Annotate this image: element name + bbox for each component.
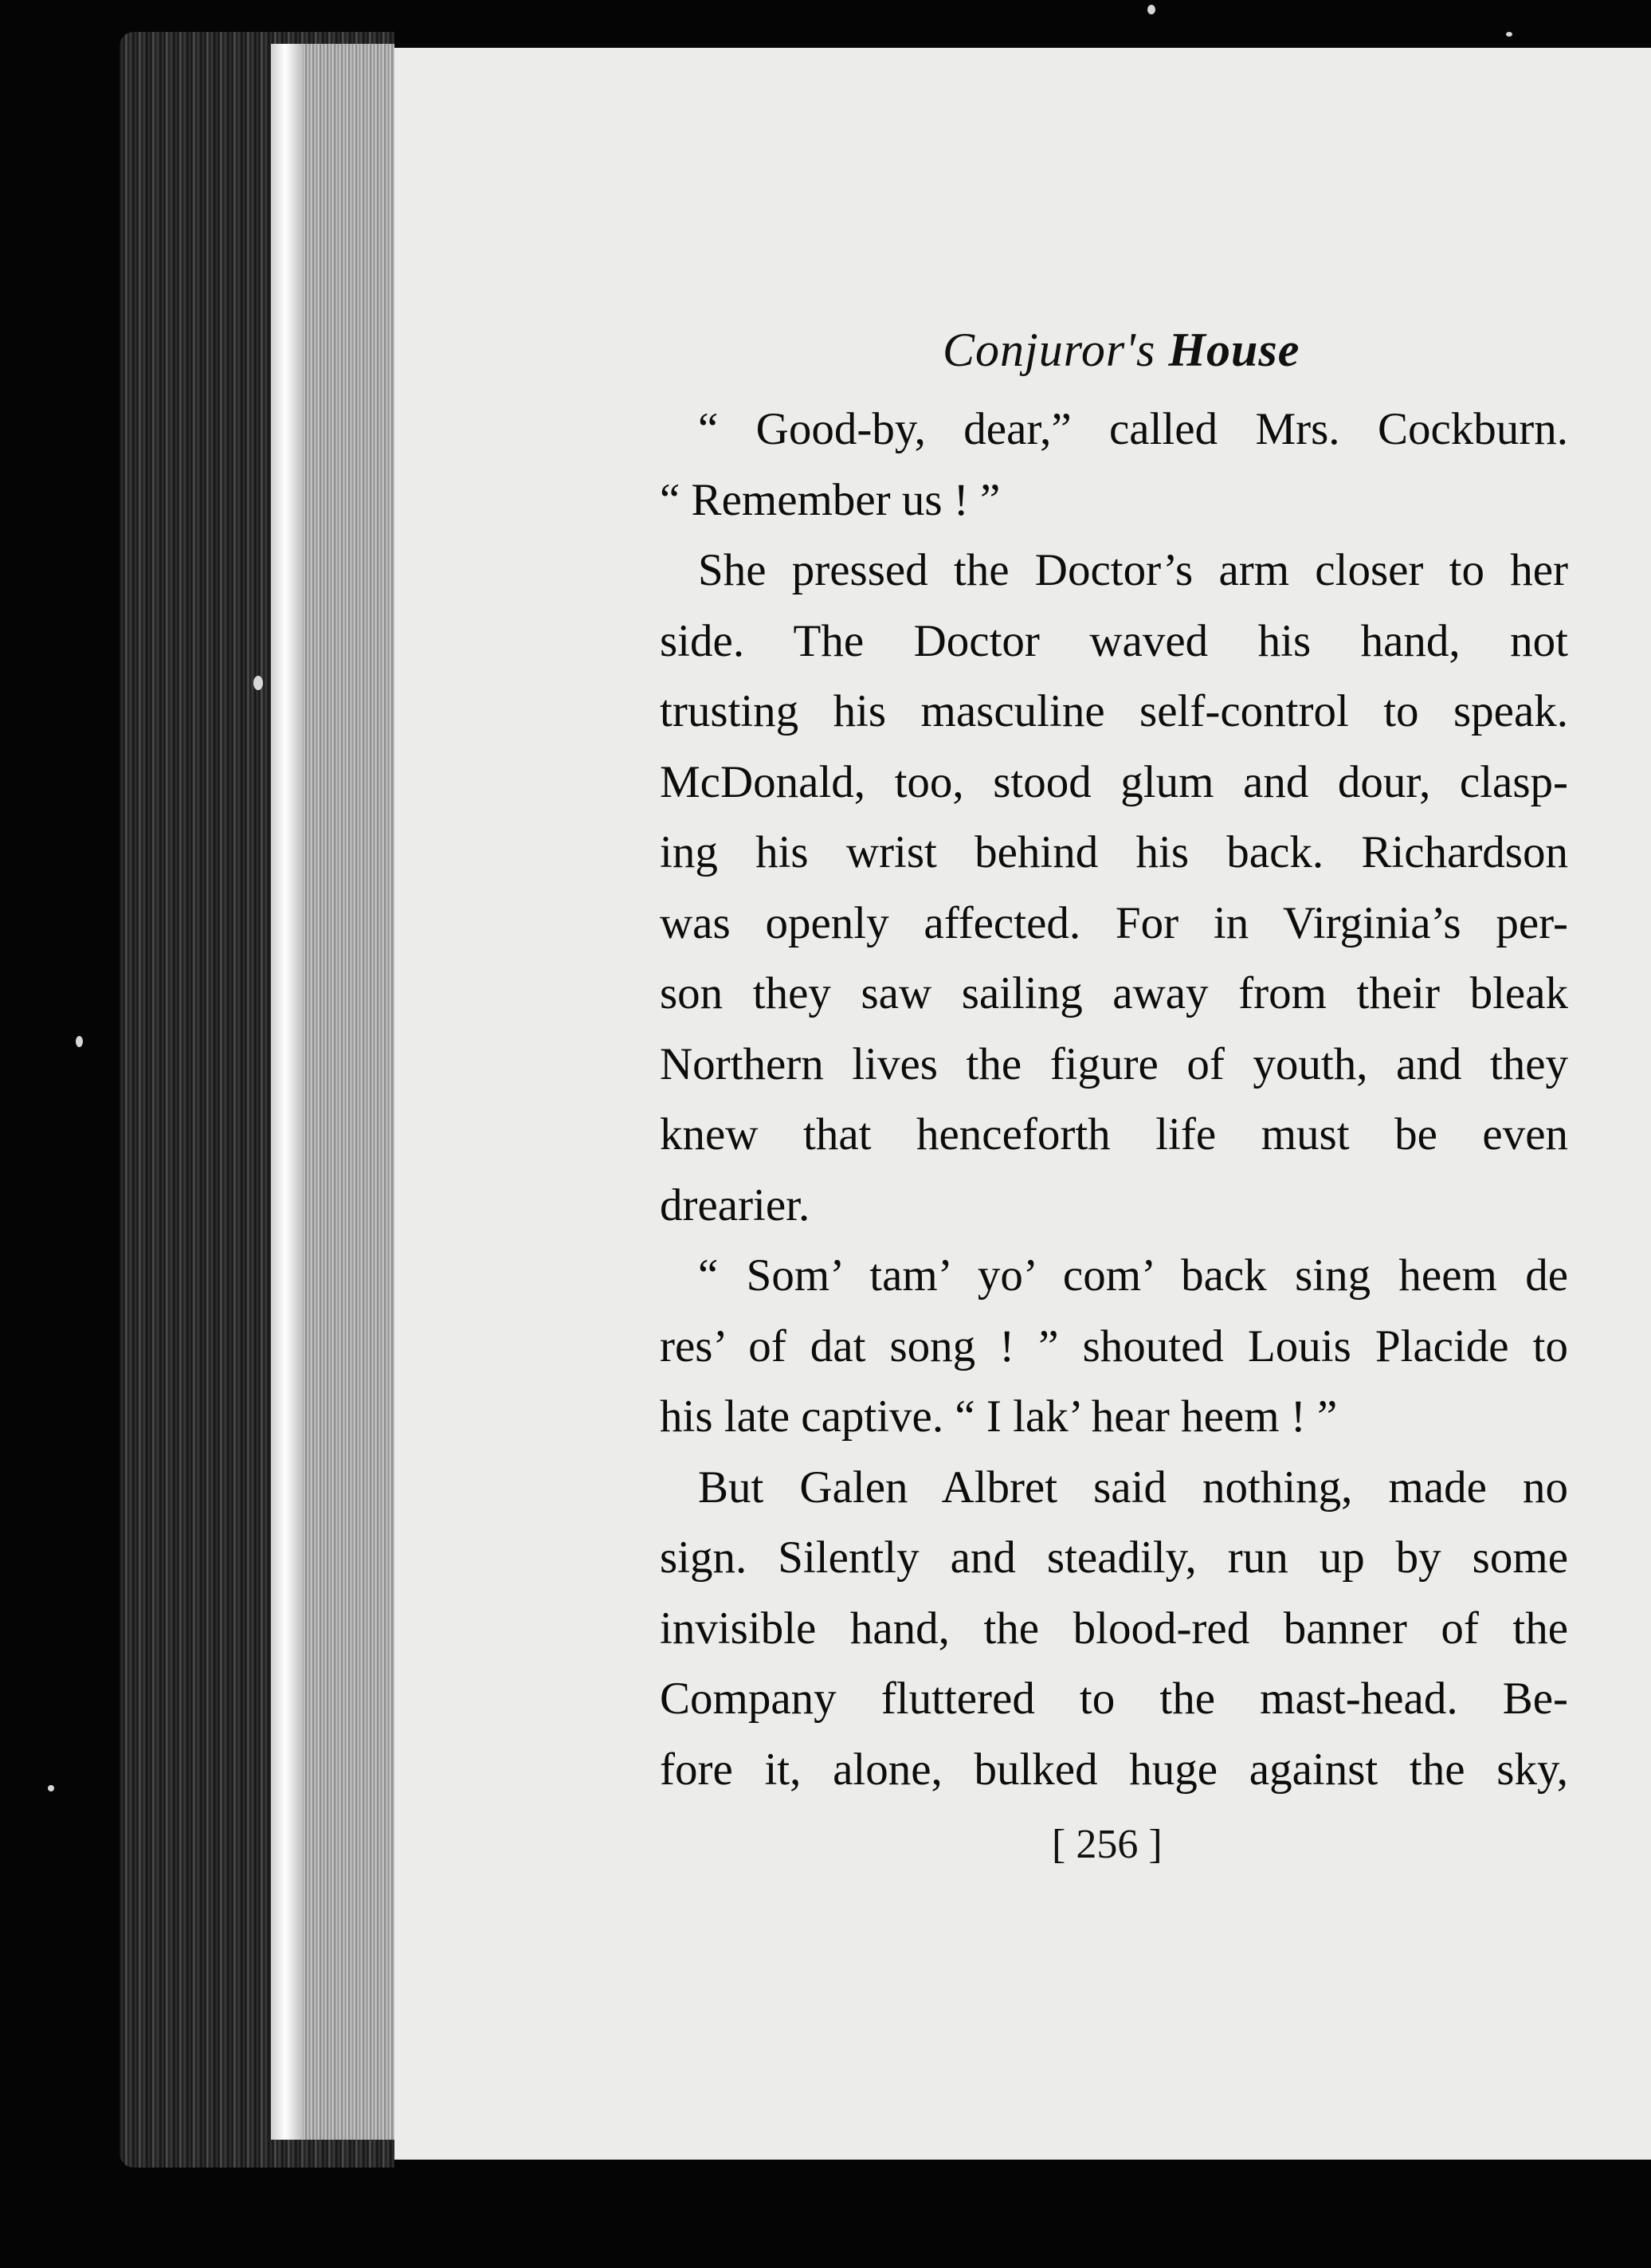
text-line: res’ of dat song ! ” shouted Louis Placide to: [660, 1320, 1568, 1371]
text-line: sign. Silently and steadily, run up by some: [660, 1532, 1568, 1583]
page-number: [ 256 ]: [1052, 1822, 1163, 1867]
text-line: McDonald, too, stood glum and dour, clasp-: [660, 756, 1568, 807]
text-line: was openly affected. For in Virginia’s per-: [660, 897, 1568, 948]
text-line: ing his wrist behind his back. Richardson: [660, 827, 1568, 877]
dust-speck: [76, 1036, 83, 1047]
dust-speck: [253, 676, 263, 690]
running-head-title: Conjuror's: [943, 324, 1156, 376]
page-edge-inner: [303, 44, 394, 2140]
text-line: “ Remember us ! ”: [660, 474, 1001, 525]
text-line: Company fluttered to the mast-head. Be-: [660, 1674, 1568, 1724]
text-line: side. The Doctor waved his hand, not: [660, 615, 1568, 666]
text-line: his late captive. “ I lak’ hear heem ! ”: [660, 1391, 1338, 1442]
text-line: “ Good-by, dear,” called Mrs. Cockburn.: [698, 404, 1568, 454]
text-line: But Galen Albret said nothing, made no: [698, 1462, 1568, 1513]
dust-speck: [1506, 32, 1512, 37]
text-line: drearier.: [660, 1179, 810, 1230]
text-line: “ Som’ tam’ yo’ com’ back sing heem de: [698, 1250, 1568, 1301]
text-line: son they saw sailing away from their bleak: [660, 968, 1568, 1018]
text-line: fore it, alone, bulked huge against the sky,: [660, 1744, 1568, 1795]
text-line: knew that henceforth life must be even: [660, 1109, 1568, 1160]
text-line: Northern lives the figure of youth, and they: [660, 1038, 1568, 1089]
text-line: invisible hand, the blood-red banner of the: [660, 1603, 1568, 1654]
dust-speck: [48, 1785, 54, 1791]
dust-speck: [1147, 5, 1155, 14]
page-edge-highlight: [271, 44, 303, 2140]
running-head-title-emphasis: House: [1168, 324, 1300, 376]
running-head: [943, 323, 1300, 378]
body-text: [660, 394, 1568, 1805]
text-line: trusting his masculine self-control to speak.: [660, 686, 1568, 736]
text-line: She pressed the Doctor’s arm closer to her: [698, 545, 1568, 595]
